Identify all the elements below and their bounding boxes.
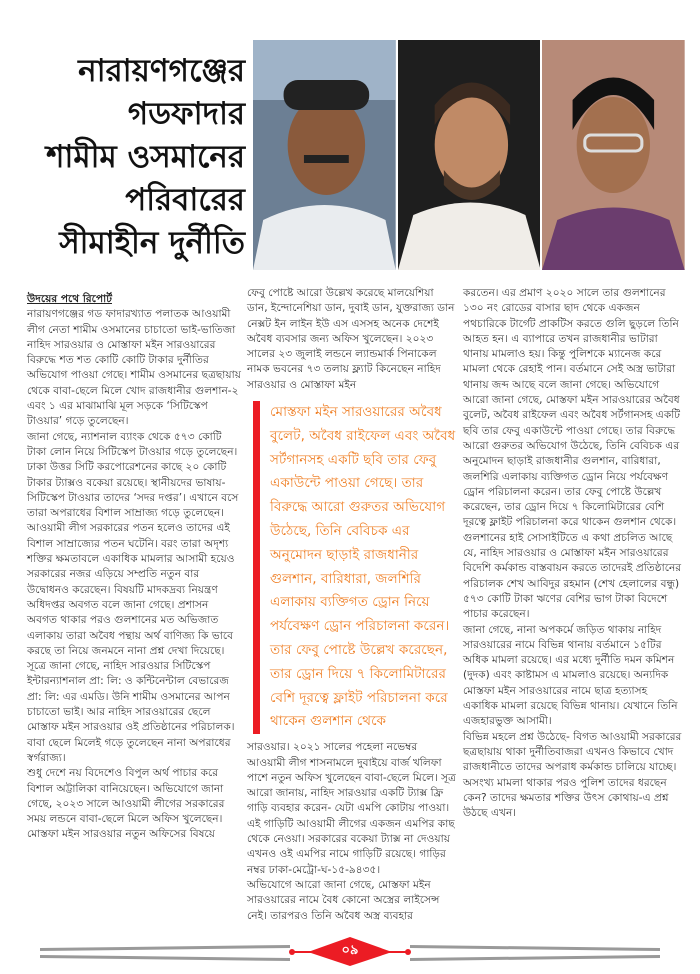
paragraph: শুধু দেশে নয় বিদেশেও বিপুল অর্থ পাচার করে বিশাল অট্টালিকা বানিয়েছেন। অভিযোগে জানা গেছে, ২০২৩ সালে আওয়ামী লীগের সরকারের সময় লন্ডনে বাবা-ছেলে মিলে অফিস খুলেছেন। মোস্তফা মইন সারওয়ার নতুন অফিসের বিষয়ে: [27, 767, 225, 841]
page-footer: [0, 932, 700, 974]
paragraph: অভিযোগে আরো জানা গেছে, মোস্তফা মইন সারওয়ারের নামে বৈধ কোনো অস্ত্রের লাইসেন্স নেই। তারপরও তিনি অবৈধ অস্ত্র ব্যবহার: [247, 878, 440, 922]
article-column-2: [247, 286, 457, 924]
paragraph: জানা গেছে, ন্যাশনাল ব্যাংক থেকে ৫৭৩ কোটি টাকা লোন নিয়ে সিটিস্কেপ টাওয়ার গড়ে তুলেছেন। ঢাকা উত্তর সিটি করপোরেশনের কাছে ২০ কোটি টাকার ট্যাক্সও বকেয়া রয়েছে। স্থানীয়দের ভাষায়- সিটিস্কেপ টাওয়ার তাদের ‘সদর দপ্তর’। এখানে বসে তারা অপরাধের বিশাল সাম্রাজ্য গড়ে তুলেছেন। আওয়ামী লীগ সরকারের পতন হলেও তাদের এই বিশাল সাম্রাজ্যের পতন ঘটেনি। বরং তারা অদৃশ্য শক্তির ক্ষমতাবলে একাধিক মামলার আসামী হয়েও সরকারের নজর এড়িয়ে সম্প্রতি নতুন বার উদ্বোধনও করেছেন। বিষয়টি মাদকদ্রব্য নিয়ন্ত্রণ অধিদপ্তর অবগত বলে জানা গেছে। প্রশাসন অবগত থাকার পরও গুলশানের মত অভিজাত এলাকায় তারা অবৈধ পন্থায় অর্থ বাণিজ্য কি ভাবে করছে তা নিয়ে জনমনে নানা প্রশ্ন দেখা দিয়েছে।: [27, 430, 239, 657]
paragraph: জানা গেছে, নানা অপকর্মে জড়িত থাকায় নাহিদ সারওয়ারের নামে বিভিন্ন থানায় বর্তমানে ১৫টির অধিক মামলা রয়েছে। এর মধ্যে দুর্নীতি দমন কমিশন (দুদক) এবং কাষ্টামস এ মামলাও রয়েছে। অন্যদিক মোস্তফা মইন সারওয়ারের নামে ছাত্র হত্যাসহ একাধিক মামলা রয়েছে বিভিন্ন থানায়। যেখানে তিনি এজহারভুক্ত আসামী।: [463, 623, 678, 728]
article-column-1: [27, 286, 241, 843]
photo-strip: [253, 40, 685, 270]
paragraph: সূত্রে জানা গেছে, নাহিদ সারওয়ার সিটিস্কেপ ইন্টারন্যাশনাল প্রা: লি: ও কন্টিনেন্টাল বেভারেজ প্রা: লি: এর এমডি। উনি শামীম ওসমানের আপন চাচাতো ভাই। আর নাহিদ সারওয়ারের ছেলে মোস্তাফ মইন সারওয়ার ওই প্রতিষ্ঠানের পরিচালক। বাবা ছেলে মিলেই গড়ে তুলেছেন নানা অপরাধের স্বর্গরাজ্য।: [27, 660, 235, 764]
paragraph: নারায়ণগঞ্জের গড ফাদারখ্যাত পলাতক আওয়ামী লীগ নেতা শামীম ওসমানের চাচাতো ভাই-ভাতিজা নাহিদ সারওয়ার ও মোস্তাফা মইন সারওয়ারের বিরুদ্ধে শত শত কোটি কোটি টাকার দুর্নীতির অভিযোগ পাওয়া গেছে। শামীম ওসমানের ছত্রছায়ায় থেকে বাবা-ছেলে মিলে খোদ রাজধানীর গুলশান-২ এবং ১ এর মাঝামাঝি মূল সড়কে ‘সিটিস্কেপ টাওয়ার’ গড়ে তুলেছেন।: [27, 308, 241, 428]
portrait-photo-3: [542, 40, 685, 270]
headline: [0, 40, 253, 286]
paragraph: বিভিন্ন মহলে প্রশ্ন উঠেছে- বিগত আওয়ামী সরকারের ছত্রছায়ায় থাকা দুর্নীতিবাজরা এখনও কিভাবে খোদ রাজধানীতে তাদের অপরাধ কর্মকান্ড চালিয়ে যাচ্ছে। অসংখ্য মামলা থাকার পরও পুলিশ তাদের ধরছেন কেন? তাদের ক্ষমতার শক্তির উৎস কোথায়-এ প্রশ্ন উঠছে এখন।: [463, 730, 682, 820]
headline-line: শামীম ওসমানের: [46, 139, 245, 175]
page-number: ০৯: [341, 942, 359, 958]
portrait-photo-1: [253, 40, 396, 270]
paragraph: ফেবু পোষ্টে আরো উল্লেখ করেছে মালয়েশিয়া ডান, ইন্দোনেশিয়া ডান, দুবাই ডান, যুক্তরাজ্য ডান নেক্সট ইন লাইন ইউ এস এসসহ অনেক দেশেই অবৈধ ব্যবসার জন্য অফিস খুলেছেন। ২০২৩ সালের ২৩ জুলাই লন্ডনে ল্যান্ডমার্ক পিনাকেল নামক ভবনের ৭৩ তলায় ফ্ল্যাট কিনেছেন নাহিদ সারওয়ার ও মোস্তাফা মইন: [247, 287, 455, 391]
headline-line: পরিবারের: [125, 182, 245, 218]
pull-quote: মোস্তফা মইন সারওয়ারের অবৈধ বুলেট, অবৈধ রাইফেল এবং অবৈধ সর্টগানসহ একটি ছবি তার ফেবু একাউন্টে পাওয়া গেছে। তার বিরুদ্ধে আরো গুরুতর অভিযোগ উঠেছে, তিনি বেবিচক এর অনুমোদন ছাড়াই রাজধানীর গুলশান, বারিধারা, জলশিরি এলাকায় ব্যক্তিগত ড্রোন নিয়ে পর্যবেক্ষণ ড্রোন পরিচালনা করেন। তার ফেবু পোষ্টে উল্লেখ করেছেন, তার ড্রোন দিয়ে ৭ কিলোমিটারের বেশি দূরত্বে ফ্লাইট পরিচালনা করে থাকেন গুলশান থেকে: [253, 401, 457, 734]
page-header: [0, 0, 700, 286]
byline: উদয়ের পথে রিপোর্ট: [27, 293, 112, 305]
article-column-3: [463, 286, 683, 821]
headline-line: নারায়ণগঞ্জের: [78, 53, 245, 89]
headline-line: গডফাদার: [127, 96, 245, 132]
headline-line: সীমাহীন দুর্নীতি: [59, 225, 245, 261]
article-body: [0, 286, 700, 924]
paragraph: করতেন। এর প্রমাণ ২০২০ সালে তার গুলশানের ১৩০ নং রোডের বাসার ছাদ থেকে একজন পথচারিকে টার্গেট প্রাকটিস করতে গুলি ছুড়লে তিনি আহত হন। এ ব্যাপারে তখন রাজধানীর ভাটারা থানায় মামলাও হয়। কিন্তু পুলিশকে ম্যানেজ করে মামলা থেকে রেহাই পান। বর্তমানে সেই অস্ত্র ভাটারা থানায় জব্দ আছে বলে জানা গেছে। অভিযোগে আরো জানা গেছে, মোস্তফা মইন সারওয়ারের অবৈধ বুলেট, অবৈধ রাইফেল এবং অবৈধ সর্টগানসহ একটি ছবি তার ফেবু একাউন্টে পাওয়া গেছে। তার বিরুদ্ধে আরো গুরুতর অভিযোগ উঠেছে, তিনি বেবিচক এর অনুমোদন ছাড়াই রাজধানীর গুলশান, বারিধারা, জলশিরি এলাকায় ব্যক্তিগত ড্রোন নিয়ে পর্যবেক্ষণ ড্রোন পরিচালনা করেন। তার ফেবু পোষ্টে উল্লেখ করেছেন, তার ড্রোন দিয়ে ৭ কিলোমিটারের বেশি দূরত্বে ফ্লাইট পরিচালনা করে থাকেন গুলশান থেকে।: [463, 287, 681, 529]
paragraph: গুলশানের হাই সোসাইটিতে এ কথা প্রচলিত আছে যে, নাহিদ সারওয়ার ও মোস্তাফা মইন সারওয়ারের বিদেশি কর্মকান্ড বাস্তবায়ন করতে তাদেরই প্রতিষ্ঠানের পরিচালক শেখ আবিদুর রহমান (শেখ হেলালের বন্ধু) ৫৭৩ কোটি টাকা ঋণের বেশির ভাগ টাকা বিদেশে পাচার করেছেন।: [463, 531, 682, 621]
portrait-photo-2: [398, 40, 541, 270]
paragraph: সারওয়ার। ২০২১ সালের পহেলা নভেম্বর আওয়ামী লীগ শাসনামলে দুবাইয়ে বার্জ খলিফা পাশে নতুন অফিস খুলেছেন বাবা-ছেলে মিলে। সূত্র আরো জানায়, নাহিদ সারওয়ার একটি ট্যাক্স ফ্রি গাড়ি ব্যবহার করেন- যেটা এমপি কোটায় পাওয়া। এই গাড়িটি আওয়ামী লীগের একজন এমপির কাছ থেকে নেওয়া। সরকারের বকেয়া ট্যাক্স না দেওয়ায় এখনও ওই এমপির নামে গাড়িটি রয়েছে। গাড়ির নম্বর ঢাকা-মেট্রো-ঘ-১৫-৯৪৩৫।: [247, 741, 456, 876]
